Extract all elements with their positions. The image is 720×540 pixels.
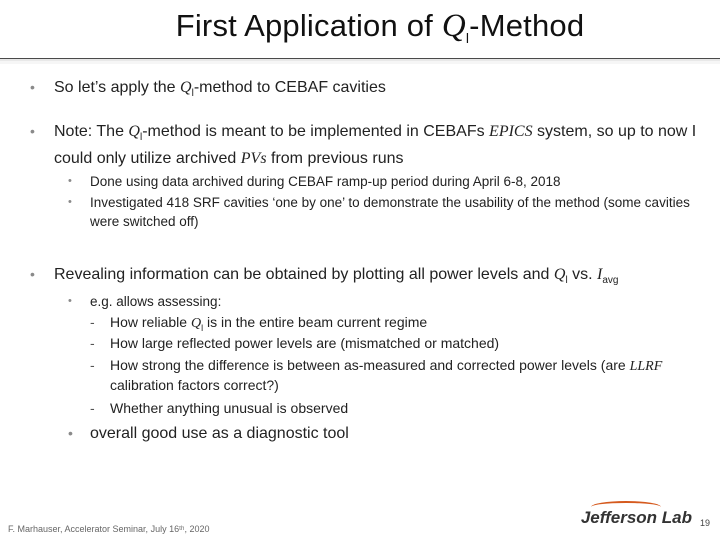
bullet-dot: • (68, 425, 73, 441)
bullet-3: • Revealing information can be obtained by plotting all power levels and $Q_l$ vs. $I_{avg}$ (30, 266, 619, 287)
bullet-dot: • (30, 266, 35, 282)
jefferson-lab-logo: Jefferson Lab (581, 508, 692, 528)
slide-title (0, 8, 720, 46)
title-text: First Application of (175, 8, 442, 43)
footer-text: F. Marhauser, Accelerator Seminar, July 16ᵗʰ, 2020 (8, 524, 210, 534)
title-subscript: l (465, 30, 470, 47)
bullet-1: • So let’s apply the $Q_l$-method to CEBAF cavities (30, 79, 386, 100)
page-number: 19 (699, 518, 710, 528)
bullet-3-1: • e.g. allows assessing: (68, 294, 222, 309)
title-divider (0, 58, 720, 64)
title-text-end: -Method (469, 8, 585, 43)
dash-marker: - (90, 335, 95, 351)
bullet-dot: • (68, 175, 72, 187)
bullet-3-1-3: - How strong the difference is between as-measured and corrected power levels (are LLRF calibration factors correct?) (90, 357, 663, 393)
bullet-dot: • (30, 123, 35, 139)
dash-marker: - (90, 357, 95, 373)
bullet-dot: • (30, 79, 35, 95)
dash-marker: - (90, 400, 95, 416)
bullet-3-1-1: - How reliable $Q_l$ is in the entire beam current regime (90, 314, 428, 333)
bullet-2-2: • Investigated 418 SRF cavities ‘one by one’ to demonstrate the usability of the method (some cavities were switched off) (68, 195, 690, 229)
bullet-dot: • (68, 295, 72, 307)
bullet-2-1: • Done using data archived during CEBAF ramp-up period during April 6-8, 2018 (68, 174, 561, 189)
bullet-3-1-2: - How large reflected power levels are (mismatched or matched) (90, 335, 500, 351)
dash-marker: - (90, 314, 95, 330)
bullet-dot: • (68, 196, 72, 208)
bullet-3-1-4: - Whether anything unusual is observed (90, 400, 349, 416)
logo-swoosh-icon (591, 501, 661, 513)
bullet-3-2: • overall good use as a diagnostic tool (68, 425, 349, 442)
title-variable: Q (441, 8, 466, 44)
bullet-2: • Note: The $Q_l$-method is meant to be implemented in CEBAFs EPICS system, so up to now I could only utilize archived PVs from previous runs (30, 123, 697, 168)
